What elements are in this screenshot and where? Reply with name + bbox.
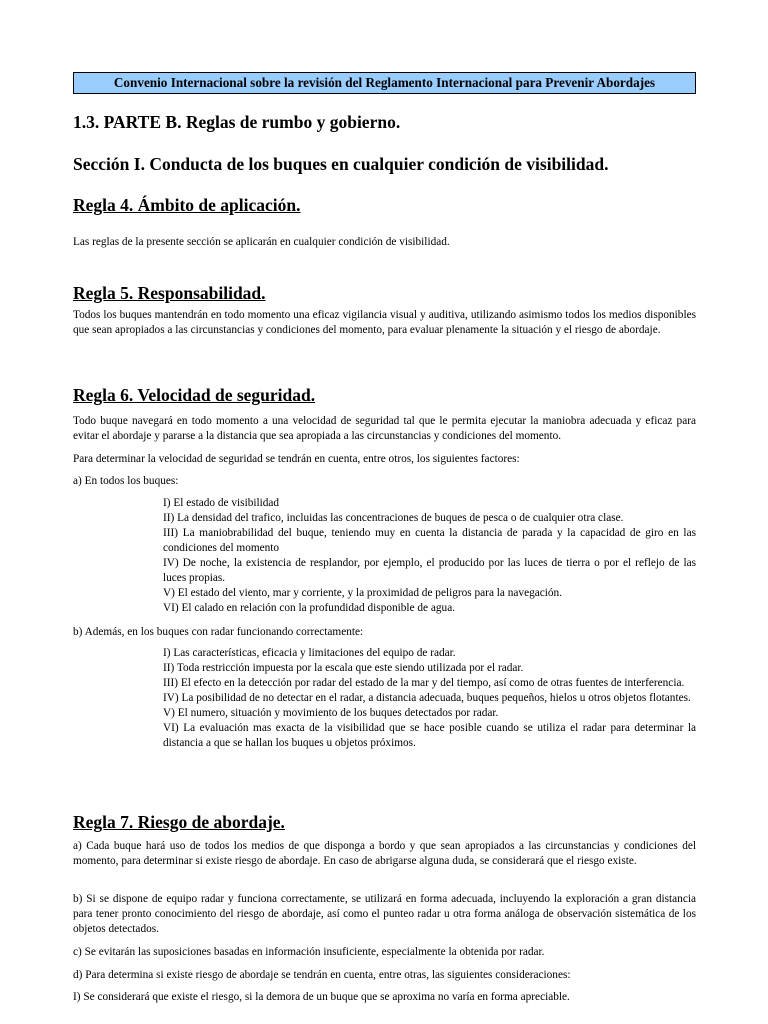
list-item: II) Toda restricción impuesta por la escala que este siendo utilizada por el radar. [163, 662, 524, 674]
rule-6-a-list [163, 496, 696, 616]
document-page [73, 72, 696, 1003]
part-heading: 1.3. PARTE B. Reglas de rumbo y gobierno. [73, 112, 401, 132]
list-item: III) La maniobrabilidad del buque, teniendo muy en cuenta la distancia de parada y la capacidad de giro en las condiciones del momento [163, 527, 696, 554]
rule-6-b-intro: b) Además, en los buques con radar funcionando correctamente: [73, 626, 364, 638]
rule-4-text: Las reglas de la presente sección se aplicarán en cualquier condición de visibilidad. [73, 236, 450, 248]
rule-6-paragraph-2: Para determinar la velocidad de seguridad se tendrán en cuenta, entre otros, los siguientes factores: [73, 453, 520, 465]
document-header-banner: Convenio Internacional sobre la revisión del Reglamento Internacional para Prevenir Abordajes [73, 72, 696, 94]
rule-7-paragraph-d-1: I) Se considerará que existe el riesgo, si la demora de un buque que se aproxima no varía en forma apreciable. [73, 991, 570, 1003]
rule-6-a-intro: a) En todos los buques: [73, 475, 179, 487]
section-heading: Sección I. Conducta de los buques en cualquier condición de visibilidad. [73, 154, 609, 174]
rule-6-paragraph-1: Todo buque navegará en todo momento a una velocidad de seguridad tal que le permita ejecutar la maniobra adecuada y eficaz para evitar el abordaje y pararse a la distancia que sea apropiada a las circunstancias y condiciones del momento. [73, 415, 696, 442]
rule-7-paragraph-b: b) Si se dispone de equipo radar y funciona correctamente, se utilizará en forma adecuada, incluyendo la exploración a gran distancia para tener pronto conocimiento del riesgo de abordaje, así como el punteo radar u otra forma análoga de observación sistemática de los objetos detectados. [73, 893, 696, 935]
list-item: V) El estado del viento, mar y corriente, y la proximidad de peligros para la navegación. [163, 587, 563, 599]
list-item: II) La densidad del trafico, incluidas las concentraciones de buques de pesca o de cualquier otra clase. [163, 512, 624, 524]
list-item: IV) De noche, la existencia de resplandor, por ejemplo, el producido por las luces de tierra o por el reflejo de las luces propias. [163, 557, 696, 584]
rule-6-title: Regla 6. Velocidad de seguridad. [73, 385, 316, 405]
rule-5-text: Todos los buques mantendrán en todo momento una eficaz vigilancia visual y auditiva, utilizando asimismo todos los medios disponibles que sean apropiados a las circunstancias y condiciones del momento, para evaluar plenamente la situación y el riesgo de abordaje. [73, 309, 696, 336]
rule-7-paragraph-d: d) Para determina si existe riesgo de abordaje se tendrán en cuenta, entre otras, las siguientes consideraciones: [73, 969, 571, 981]
rule-5-title: Regla 5. Responsabilidad. [73, 283, 266, 303]
rule-7-paragraph-c: c) Se evitarán las suposiciones basadas en información insuficiente, especialmente la obtenida por radar. [73, 946, 545, 958]
list-item: VI) La evaluación mas exacta de la visibilidad que se hace posible cuando se utiliza el radar para determinar la distancia a que se hallan los buques u objetos próximos. [163, 722, 696, 749]
rule-7-title: Regla 7. Riesgo de abordaje. [73, 812, 285, 832]
list-item: V) El numero, situación y movimiento de los buques detectados por radar. [163, 707, 499, 719]
list-item: I) El estado de visibilidad [163, 497, 280, 509]
rule-4-title: Regla 4. Ámbito de aplicación. [73, 195, 301, 215]
list-item: III) El efecto en la detección por radar del estado de la mar y del tiempo, así como de otras fuentes de interferencia. [163, 677, 685, 689]
list-item: I) Las características, eficacia y limitaciones del equipo de radar. [163, 647, 456, 659]
list-item: IV) La posibilidad de no detectar en el radar, a distancia adecuada, buques pequeños, hielos u otros objetos flotantes. [163, 692, 691, 704]
rule-7-paragraph-a: a) Cada buque hará uso de todos los medios de que disponga a bordo y que sean apropiados a las circunstancias y condiciones del momento, para determinar si existe riesgo de abordaje. En caso de abrigarse alguna duda, se considerará que el riesgo existe. [73, 840, 696, 867]
list-item: VI) El calado en relación con la profundidad disponible de agua. [163, 602, 456, 614]
rule-6-b-list [163, 646, 696, 751]
